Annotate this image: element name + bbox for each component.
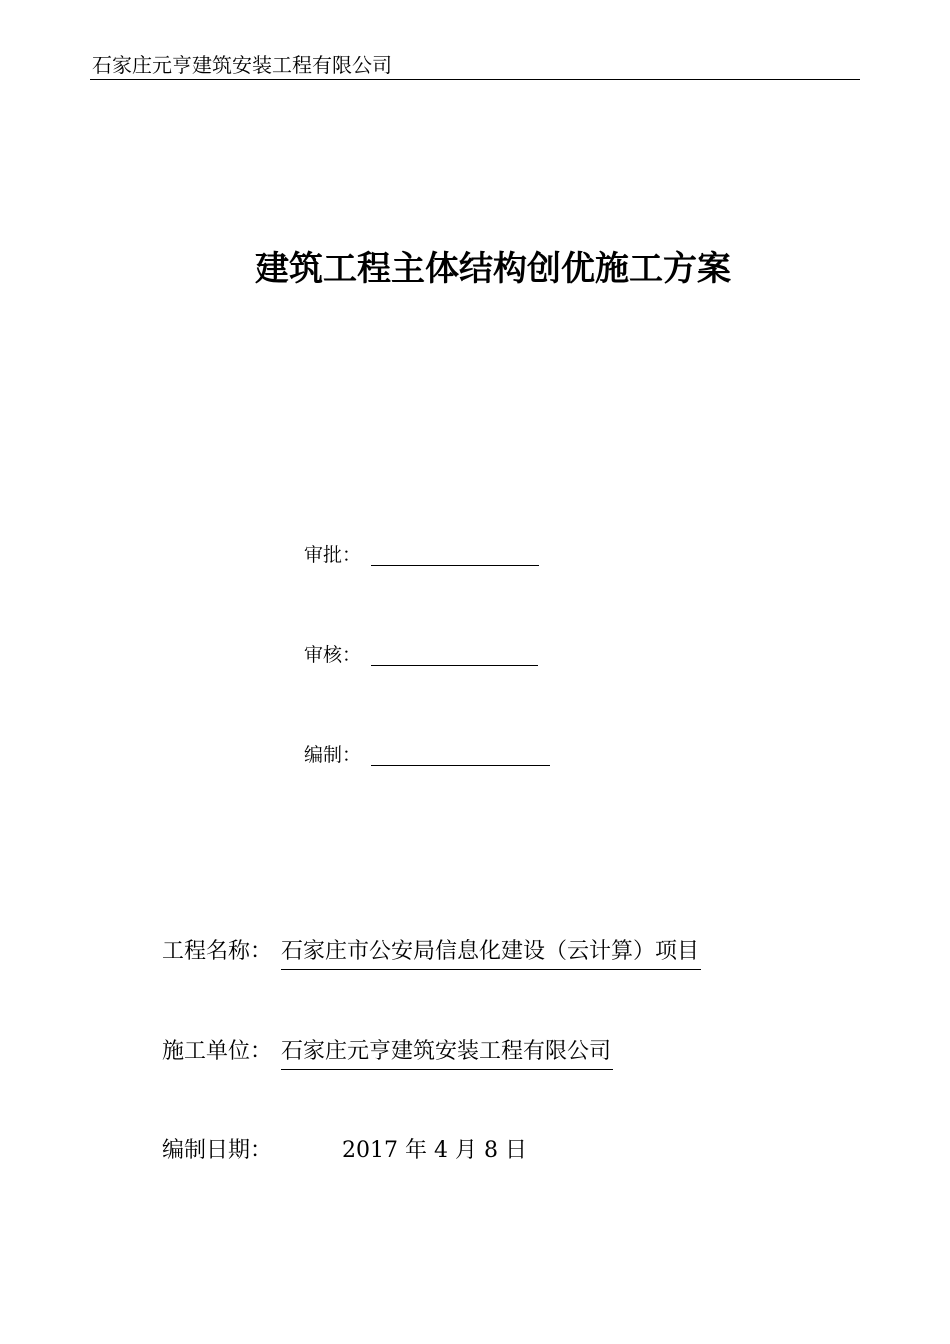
- signature-label-review: 审核：: [304, 644, 362, 666]
- document-title: 建筑工程主体结构创优施工方案: [255, 249, 731, 289]
- signature-line-review: [371, 665, 538, 666]
- header-company-name: 石家庄元亨建筑安装工程有限公司: [92, 53, 392, 77]
- construction-unit-label: 施工单位：: [162, 1039, 273, 1064]
- construction-unit-value: 石家庄元亨建筑安装工程有限公司: [281, 1035, 613, 1070]
- page-header: [90, 52, 860, 80]
- project-name-value: 石家庄市公安局信息化建设（云计算）项目: [281, 935, 701, 970]
- project-name-label: 工程名称：: [162, 939, 273, 964]
- compile-date-value: 2017 年 4 月 8 日: [342, 1138, 527, 1163]
- signature-label-compile: 编制：: [304, 744, 362, 766]
- signature-line-compile: [371, 765, 550, 766]
- signature-line-approve: [371, 565, 539, 566]
- compile-date-label: 编制日期：: [162, 1138, 273, 1163]
- signature-label-approve: 审批：: [304, 544, 362, 566]
